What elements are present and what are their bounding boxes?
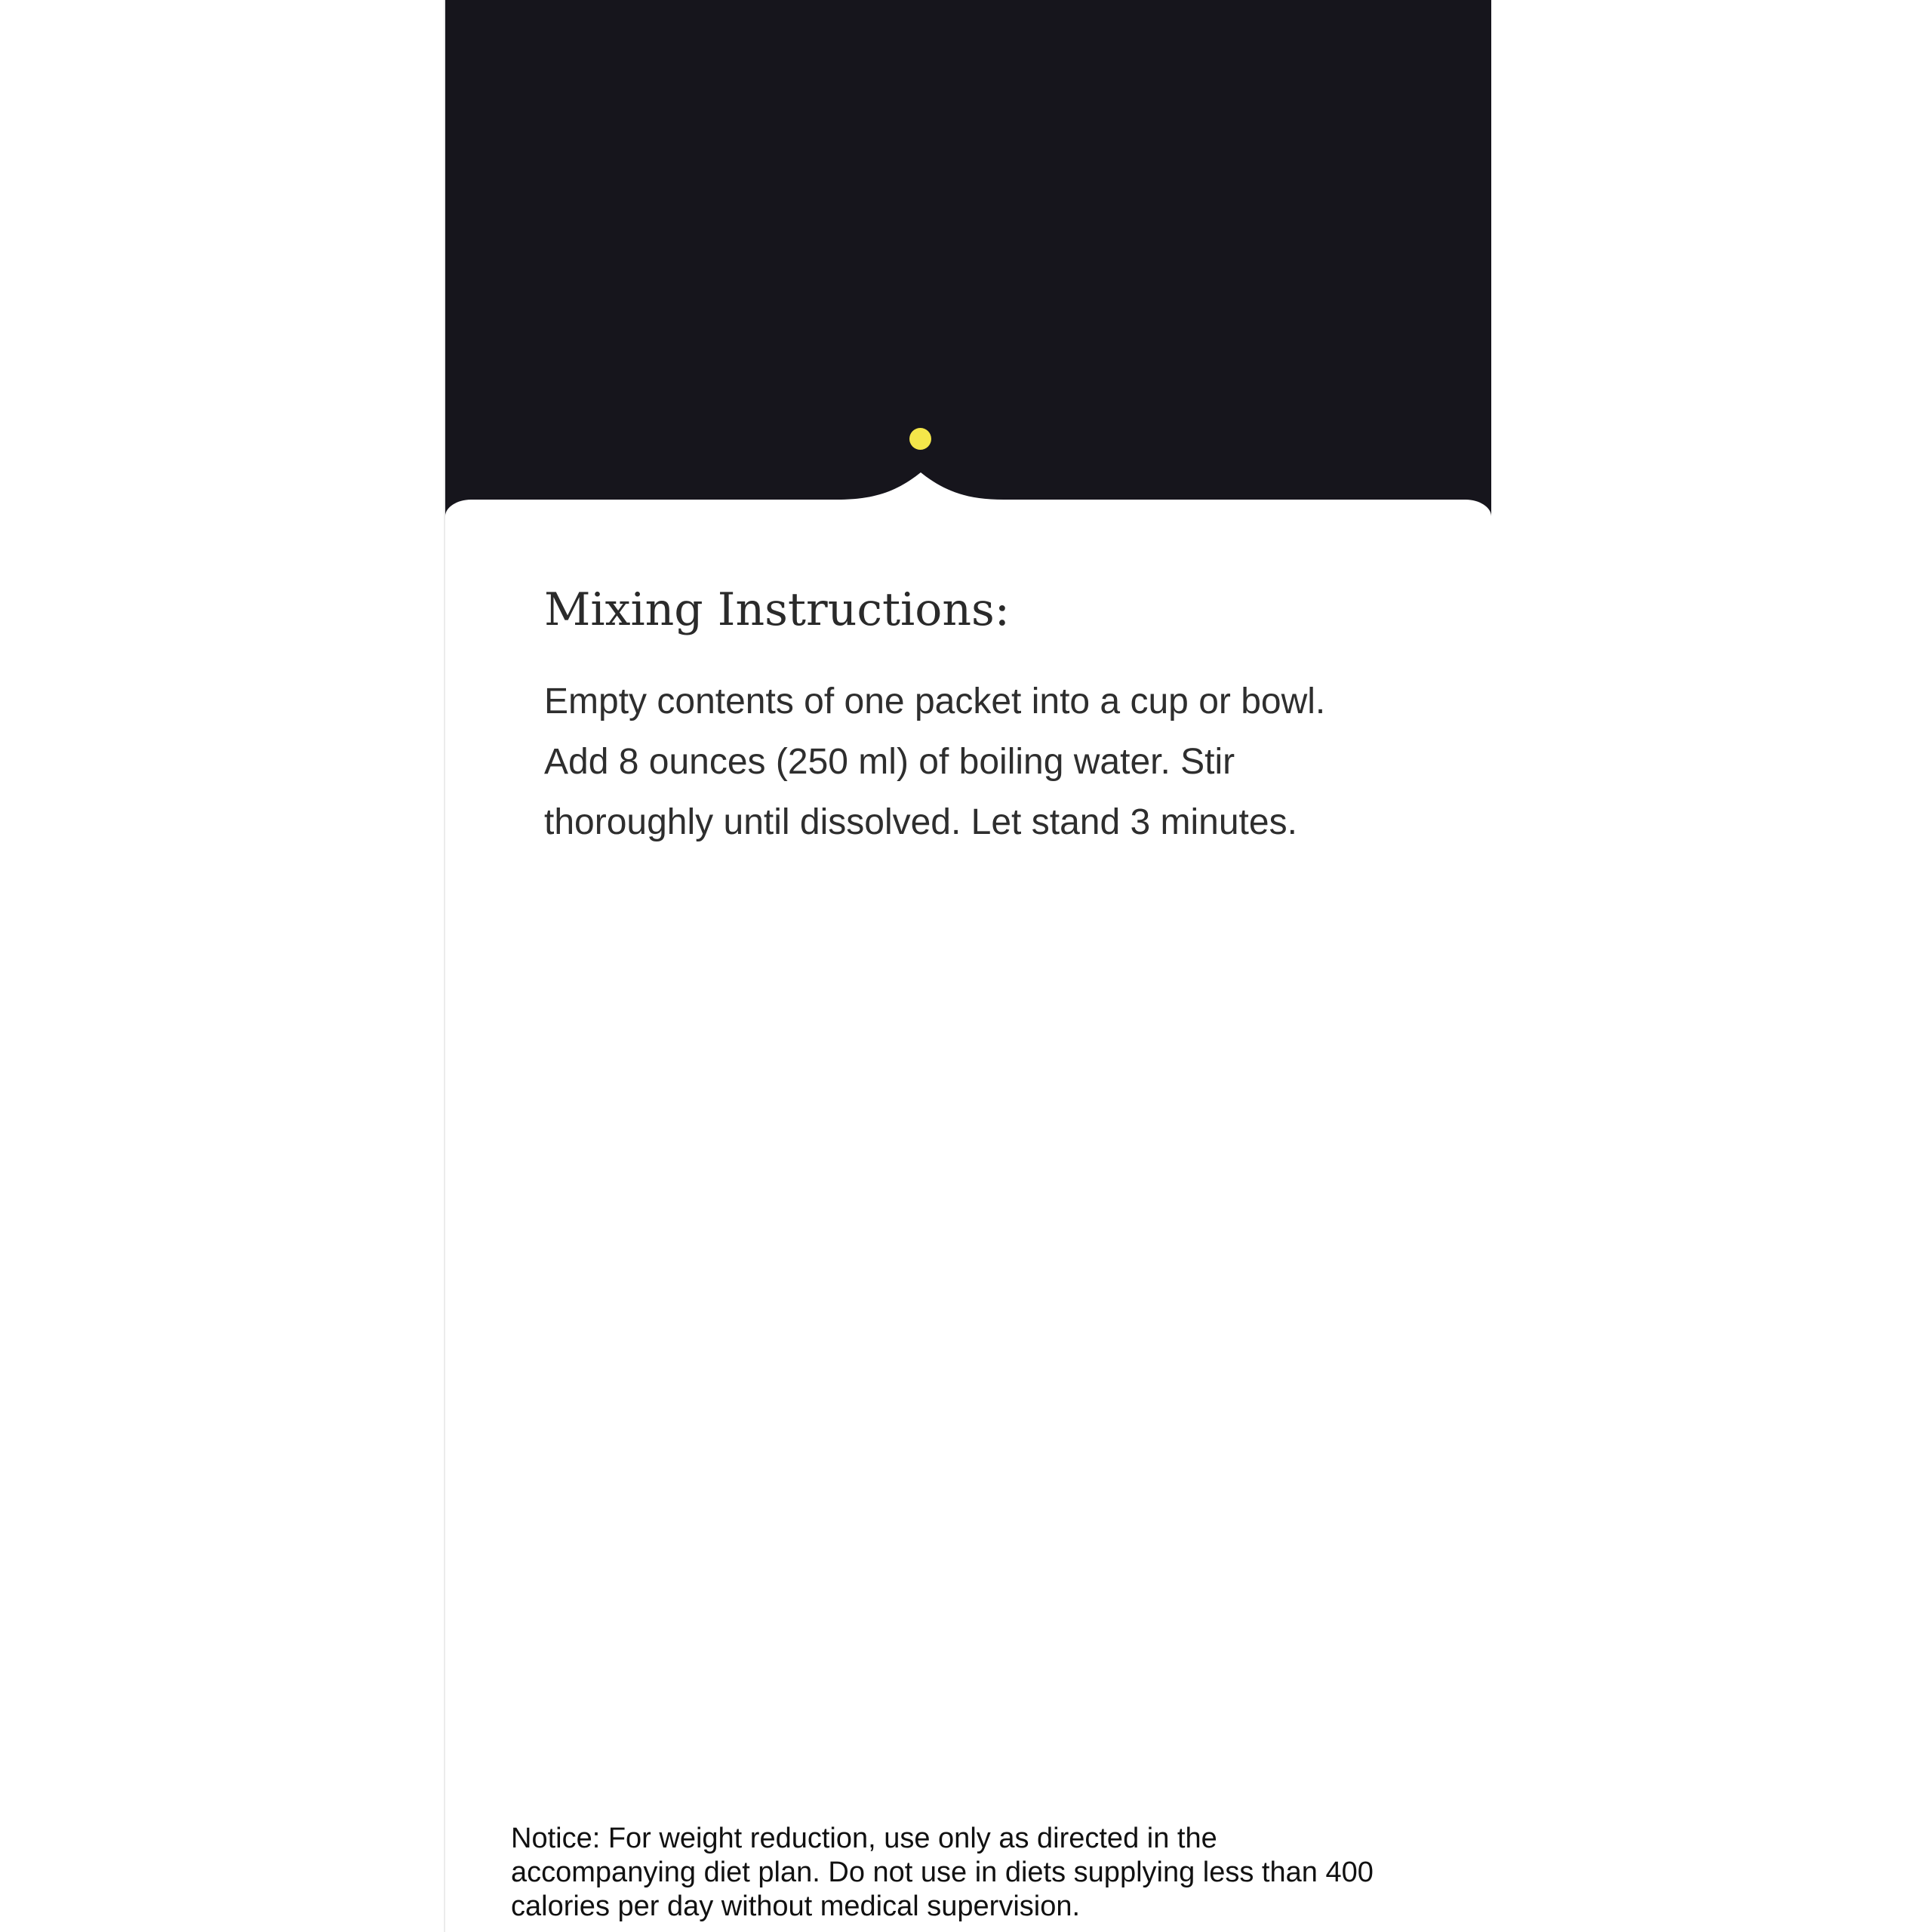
header-band <box>445 0 1491 521</box>
band-fill <box>445 0 1491 516</box>
scalloped-band-shape <box>445 0 1491 521</box>
instruction-line: Add 8 ounces (250 ml) of boiling water. Stir <box>544 742 1235 782</box>
mixing-instructions-heading: Mixing Instructions: <box>544 583 1011 636</box>
accent-dot <box>909 428 931 450</box>
notice-text <box>511 1822 1462 1924</box>
package-panel <box>444 0 1490 1932</box>
notice-line: accompanying diet plan. Do not use in diets supplying less than 400 <box>511 1857 1374 1888</box>
notice-line: calories per day without medical supervision. <box>511 1890 1081 1922</box>
mixing-instructions-text <box>544 672 1435 853</box>
instruction-line: thoroughly until dissolved. Let stand 3 minutes. <box>544 802 1297 842</box>
instruction-line: Empty contents of one packet into a cup or bowl. <box>544 681 1326 721</box>
notice-line: Notice: For weight reduction, use only as directed in the <box>511 1823 1217 1854</box>
